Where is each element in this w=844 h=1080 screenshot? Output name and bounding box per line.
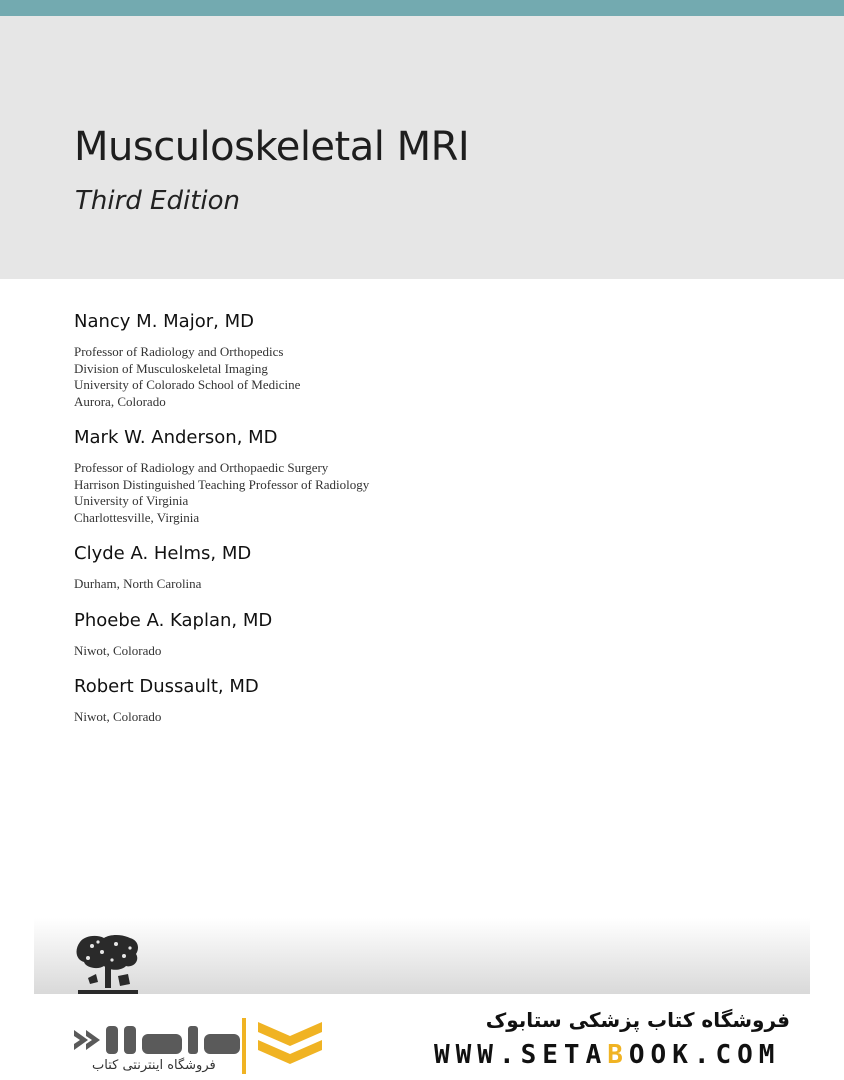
top-accent-bar [0, 0, 844, 16]
author-name: Clyde A. Helms, MD [74, 543, 252, 564]
author-affiliation: Aurora, Colorado [74, 393, 166, 409]
author-affiliation: Professor of Radiology and Orthopedics [74, 344, 284, 359]
store-logo-subtitle: فروشگاه اینترنتی کتاب [92, 1058, 216, 1073]
store-url-highlight: B [607, 1040, 629, 1070]
author-name: Phoebe A. Kaplan, MD [74, 609, 273, 631]
author-affiliation: University of Colorado School of Medicine [74, 377, 301, 392]
footer-gradient [34, 918, 810, 994]
book-title: Musculoskeletal MRI [74, 124, 470, 170]
store-url-link[interactable] [434, 1040, 780, 1070]
book-edition: Third Edition [75, 186, 241, 216]
author-affiliation: Charlottesville, Virginia [74, 509, 200, 525]
author-list [74, 310, 774, 742]
author-entry [74, 542, 774, 593]
elsevier-tree-logo-icon [74, 934, 142, 994]
author-affiliation: Niwot, Colorado [74, 642, 162, 658]
author-entry [74, 310, 774, 410]
author-affiliation: Division of Musculoskeletal Imaging [74, 360, 268, 376]
author-affiliation: Professor of Radiology and Orthopaedic Surgery [74, 460, 329, 475]
author-affiliation: Niwot, Colorado [74, 709, 162, 724]
store-name: فروشگاه کتاب پزشکی ستابوک [485, 1008, 790, 1032]
author-affiliation: Harrison Distinguished Teaching Professor of Radiology [74, 476, 370, 492]
store-url-suffix: OOK.COM [628, 1040, 781, 1070]
author-entry [74, 675, 774, 726]
author-affiliation: University of Virginia [74, 493, 189, 508]
author-name: Robert Dussault, MD [74, 676, 259, 697]
setabook-chevron-icon [250, 1018, 330, 1070]
author-entry [74, 609, 774, 660]
store-url-prefix: WWW.SETA [434, 1040, 608, 1070]
author-name: Mark W. Anderson, MD [74, 427, 278, 448]
author-name: Nancy M. Major, MD [74, 311, 254, 332]
author-entry [74, 426, 774, 526]
author-affiliation: Durham, North Carolina [74, 576, 202, 591]
